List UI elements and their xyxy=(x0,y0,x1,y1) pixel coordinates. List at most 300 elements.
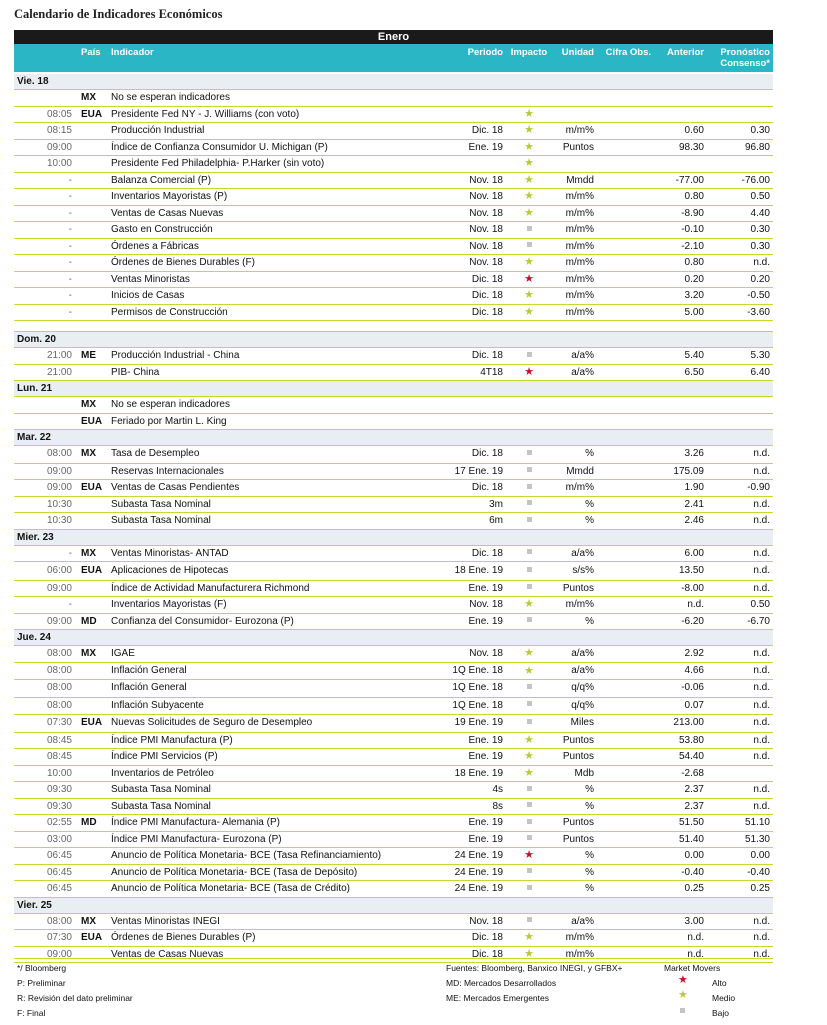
anterior-cell: 213.00 xyxy=(673,717,704,728)
anterior-cell: 98.30 xyxy=(678,141,704,153)
impact-cell xyxy=(514,881,544,896)
impact-cell xyxy=(514,930,544,945)
impact-cell xyxy=(514,546,544,561)
time-cell: 09:30 xyxy=(46,784,72,795)
time-cell: - xyxy=(68,547,72,559)
indicador-cell: Aplicaciones de Hipotecas xyxy=(111,565,229,576)
unidad-cell: m/m% xyxy=(565,125,594,136)
indicador-cell: Confianza del Consumidor- Eurozona (P) xyxy=(111,615,294,627)
footer-note: P: Preliminar xyxy=(17,978,66,988)
time-cell: 08:15 xyxy=(46,125,72,136)
impact-cell xyxy=(514,480,544,495)
impact-cell xyxy=(514,513,544,528)
periodo-cell: 4T18 xyxy=(480,366,503,378)
day-label: Jue. 24 xyxy=(17,632,51,643)
header-consenso: Consenso* xyxy=(720,58,770,69)
unidad-cell: q/q% xyxy=(571,682,594,693)
impact-cell xyxy=(514,255,544,270)
anterior-cell: -0.10 xyxy=(681,224,704,235)
indicador-cell: Órdenes de Bienes Durables (P) xyxy=(111,932,256,943)
impact-cell xyxy=(514,305,544,320)
indicador-cell: Ventas Minoristas INEGI xyxy=(111,915,220,927)
unidad-cell: Puntos xyxy=(562,751,594,762)
anterior-cell: 0.80 xyxy=(684,191,704,202)
periodo-cell: 19 Ene. 19 xyxy=(454,717,503,728)
star-medio-icon: ★ xyxy=(524,190,534,202)
indicador-cell: IGAE xyxy=(111,648,135,659)
table-row xyxy=(14,513,773,530)
time-cell: 08:00 xyxy=(46,448,72,459)
impact-cell xyxy=(514,646,544,661)
pais-cell: EUA xyxy=(81,717,103,728)
impact-cell xyxy=(514,749,544,764)
impact-cell xyxy=(514,140,544,155)
time-cell: 09:30 xyxy=(46,800,72,812)
star-medio-icon: ★ xyxy=(678,989,688,1001)
unidad-cell: m/m% xyxy=(565,224,594,235)
impact-cell xyxy=(514,173,544,188)
anterior-cell: 0.00 xyxy=(684,850,704,861)
square-bajo-icon xyxy=(527,719,532,724)
star-medio-icon: ★ xyxy=(524,157,534,169)
table-row xyxy=(14,123,773,140)
anterior-cell: 0.07 xyxy=(684,699,704,711)
day-section-header xyxy=(14,381,773,397)
square-bajo-icon xyxy=(527,549,532,554)
pronostico-cell: -0.90 xyxy=(747,482,770,493)
pronostico-cell: n.d. xyxy=(753,465,770,477)
day-label: Mar. 22 xyxy=(17,432,51,443)
anterior-cell: 2.37 xyxy=(684,800,704,812)
indicador-cell: Subasta Tasa Nominal xyxy=(111,784,211,795)
periodo-cell: 24 Ene. 19 xyxy=(454,866,503,878)
periodo-cell: 1Q Ene. 18 xyxy=(452,664,503,676)
periodo-cell: 1Q Ene. 18 xyxy=(452,682,503,693)
table-row xyxy=(14,239,773,256)
square-bajo-icon xyxy=(680,1006,685,1016)
pais-cell: MX xyxy=(81,399,96,410)
pronostico-cell: n.d. xyxy=(753,565,770,576)
indicador-cell: Balanza Comercial (P) xyxy=(111,174,212,186)
pais-cell: MX xyxy=(81,547,96,559)
table-row xyxy=(14,480,773,497)
impact-cell xyxy=(514,562,544,580)
impact-cell xyxy=(514,107,544,122)
footer xyxy=(14,958,773,1025)
table-row xyxy=(14,206,773,223)
unidad-cell: % xyxy=(585,883,594,894)
periodo-cell: Dic. 18 xyxy=(471,125,503,136)
star-alto-icon: ★ xyxy=(678,974,688,986)
time-cell: - xyxy=(68,240,72,252)
footer-fuentes: Fuentes: Bloomberg, Banxico INEGI, y GFBX+ xyxy=(446,963,623,973)
pronostico-cell: 0.25 xyxy=(750,883,770,894)
periodo-cell: 18 Ene. 19 xyxy=(454,767,503,779)
anterior-cell: 53.80 xyxy=(678,734,704,746)
time-cell: 06:45 xyxy=(46,866,72,878)
pronostico-cell: 5.30 xyxy=(750,350,770,361)
pronostico-cell: n.d. xyxy=(753,547,770,559)
unidad-cell: m/m% xyxy=(565,207,594,219)
anterior-cell: n.d. xyxy=(687,932,704,943)
indicador-cell: Ventas de Casas Nuevas xyxy=(111,207,224,219)
time-cell: - xyxy=(68,224,72,235)
periodo-cell: Nov. 18 xyxy=(469,224,503,235)
anterior-cell: 0.25 xyxy=(684,883,704,894)
pais-cell: MX xyxy=(81,448,96,459)
table-row xyxy=(14,749,773,766)
periodo-cell: Nov. 18 xyxy=(469,915,503,927)
day-section-header xyxy=(14,898,773,914)
indicador-cell: Presidente Fed NY - J. Williams (con voto) xyxy=(111,108,300,120)
time-cell: 08:00 xyxy=(46,664,72,676)
impact-cell xyxy=(514,848,544,863)
table-row xyxy=(14,663,773,681)
pronostico-cell: 0.20 xyxy=(750,273,770,285)
periodo-cell: Dic. 18 xyxy=(471,932,503,943)
indicador-cell: Subasta Tasa Nominal xyxy=(111,800,211,812)
indicador-cell: PIB- China xyxy=(111,366,160,378)
footer-md: MD: Mercados Desarrollados xyxy=(446,978,557,988)
pronostico-cell: 0.50 xyxy=(750,599,770,610)
pais-cell: EUA xyxy=(81,108,103,120)
square-bajo-icon xyxy=(527,584,532,589)
anterior-cell: 51.40 xyxy=(678,833,704,845)
anterior-cell: 1.90 xyxy=(684,482,704,493)
square-bajo-icon xyxy=(527,226,532,231)
periodo-cell: Nov. 18 xyxy=(469,174,503,186)
time-cell: 09:00 xyxy=(46,141,72,153)
footer-note: R: Revisión del dato preliminar xyxy=(17,993,133,1003)
anterior-cell: 5.40 xyxy=(684,350,704,361)
anterior-cell: 175.09 xyxy=(673,465,704,477)
indicador-cell: Nuevas Solicitudes de Seguro de Desempleo xyxy=(111,717,313,728)
periodo-cell: Dic. 18 xyxy=(471,306,503,318)
pais-cell: MX xyxy=(81,915,96,927)
table-row xyxy=(14,733,773,750)
square-bajo-icon xyxy=(527,242,532,247)
square-bajo-icon xyxy=(527,835,532,840)
footer-note: F: Final xyxy=(17,1008,46,1018)
indicador-cell: No se esperan indicadores xyxy=(111,399,230,410)
pronostico-cell: n.d. xyxy=(753,717,770,728)
day-label: Dom. 20 xyxy=(17,334,56,345)
table-row xyxy=(14,680,773,698)
pronostico-cell: 0.30 xyxy=(750,125,770,136)
anterior-cell: -0.40 xyxy=(681,866,704,878)
impact-cell xyxy=(514,464,544,479)
indicador-cell: Subasta Tasa Nominal xyxy=(111,498,211,510)
anterior-cell: 3.00 xyxy=(684,915,704,927)
indicador-cell: Órdenes de Bienes Durables (F) xyxy=(111,257,255,268)
day-section-header xyxy=(14,74,773,90)
impact-cell xyxy=(514,365,544,380)
star-alto-icon: ★ xyxy=(524,365,534,378)
indicador-cell: Índice PMI Manufactura- Eurozona (P) xyxy=(111,833,282,845)
anterior-cell: 5.00 xyxy=(684,306,704,318)
periodo-cell: Dic. 18 xyxy=(471,448,503,459)
table-row xyxy=(14,848,773,865)
indicador-cell: Presidente Fed Philadelphia- P.Harker (sin voto) xyxy=(111,158,325,169)
indicador-cell: No se esperan indicadores xyxy=(111,92,230,103)
day-section-header xyxy=(14,530,773,546)
table-row xyxy=(14,930,773,947)
periodo-cell: 24 Ene. 19 xyxy=(454,883,503,894)
header-periodo: Periodo xyxy=(467,47,503,58)
table-row xyxy=(14,597,773,614)
impact-cell xyxy=(514,597,544,612)
header-anterior: Anterior xyxy=(667,47,704,58)
time-cell: 10:30 xyxy=(46,515,72,526)
pais-cell: ME xyxy=(81,350,96,361)
table-row xyxy=(14,766,773,783)
time-cell: - xyxy=(68,273,72,285)
impact-cell xyxy=(514,782,544,797)
impact-cell xyxy=(514,206,544,221)
periodo-cell: 1Q Ene. 18 xyxy=(452,699,503,711)
periodo-cell: Dic. 18 xyxy=(471,350,503,361)
time-cell: 08:45 xyxy=(46,734,72,746)
pronostico-cell: 4.40 xyxy=(750,207,770,219)
periodo-cell: Ene. 19 xyxy=(468,141,503,153)
header-pais: País xyxy=(81,47,101,58)
indicador-cell: Inflación General xyxy=(111,682,187,693)
periodo-cell: Nov. 18 xyxy=(469,191,503,202)
table-row xyxy=(14,222,773,239)
impact-cell xyxy=(514,715,544,731)
unidad-cell: m/m% xyxy=(565,599,594,610)
periodo-cell: 24 Ene. 19 xyxy=(454,850,503,861)
pronostico-cell: -0.40 xyxy=(747,866,770,878)
pronostico-cell: -76.00 xyxy=(741,174,770,186)
market-movers-title: Market Movers xyxy=(664,963,721,973)
pais-cell: EUA xyxy=(81,482,103,493)
square-bajo-icon xyxy=(527,701,532,706)
star-medio-icon: ★ xyxy=(524,140,534,153)
time-cell: - xyxy=(68,599,72,610)
anterior-cell: 0.80 xyxy=(684,257,704,268)
star-medio-icon: ★ xyxy=(524,124,534,136)
header-indicador: Indicador xyxy=(111,47,154,58)
unidad-cell: m/m% xyxy=(565,306,594,318)
indicador-cell: Subasta Tasa Nominal xyxy=(111,515,211,526)
time-cell: 21:00 xyxy=(46,366,72,378)
pronostico-cell: n.d. xyxy=(753,932,770,943)
impact-cell xyxy=(514,663,544,680)
anterior-cell: 51.50 xyxy=(678,817,704,828)
unidad-cell: m/m% xyxy=(565,191,594,202)
unidad-cell: Miles xyxy=(570,717,594,728)
indicador-cell: Reservas Internacionales xyxy=(111,465,224,477)
pronostico-cell: 0.50 xyxy=(750,191,770,202)
indicador-cell: Ventas de Casas Pendientes xyxy=(111,482,240,493)
day-label: Vier. 25 xyxy=(17,899,52,911)
periodo-cell: 4s xyxy=(492,784,503,795)
pronostico-cell: -6.70 xyxy=(747,615,770,627)
unidad-cell: Puntos xyxy=(562,817,594,828)
anterior-cell: -8.90 xyxy=(681,207,704,219)
table-row xyxy=(14,698,773,716)
square-bajo-icon xyxy=(527,868,532,873)
unidad-cell: Puntos xyxy=(562,141,594,153)
time-cell: 07:30 xyxy=(46,717,72,728)
pronostico-cell: 0.00 xyxy=(750,850,770,861)
anterior-cell: 2.92 xyxy=(684,648,704,659)
periodo-cell: Dic. 18 xyxy=(471,290,503,301)
time-cell: 08:45 xyxy=(46,751,72,762)
unidad-cell: % xyxy=(585,615,594,627)
star-medio-icon: ★ xyxy=(524,750,534,762)
time-cell: 06:00 xyxy=(46,565,72,576)
unidad-cell: a/a% xyxy=(571,648,594,659)
table-row xyxy=(14,414,773,431)
pronostico-cell: n.d. xyxy=(753,648,770,659)
square-bajo-icon xyxy=(527,802,532,807)
star-medio-icon: ★ xyxy=(524,598,534,610)
unidad-cell: m/m% xyxy=(565,482,594,493)
indicador-cell: Feriado por Martin L. King xyxy=(111,415,227,427)
anterior-cell: -8.00 xyxy=(681,582,704,594)
square-bajo-icon xyxy=(527,450,532,455)
table-row xyxy=(14,497,773,514)
time-cell: 07:30 xyxy=(46,932,72,943)
pronostico-cell: 0.30 xyxy=(750,240,770,252)
star-medio-icon: ★ xyxy=(524,173,534,186)
indicador-cell: Anuncio de Política Monetaria- BCE (Tasa de Depósito) xyxy=(111,866,358,878)
star-medio-icon: ★ xyxy=(524,733,534,746)
indicador-cell: Producción Industrial - China xyxy=(111,350,240,361)
table-row xyxy=(14,614,773,631)
periodo-cell: 6m xyxy=(489,515,503,526)
impact-cell xyxy=(514,446,544,462)
pais-cell: MX xyxy=(81,648,96,659)
anterior-cell: 0.60 xyxy=(684,125,704,136)
day-label: Mier. 23 xyxy=(17,531,54,543)
pronostico-cell: n.d. xyxy=(753,257,770,268)
pronostico-cell: 6.40 xyxy=(750,366,770,378)
indicador-cell: Producción Industrial xyxy=(111,125,205,136)
time-cell: 10:30 xyxy=(46,498,72,510)
pais-cell: MX xyxy=(81,92,96,103)
star-medio-icon: ★ xyxy=(524,107,534,120)
table-row xyxy=(14,715,773,733)
unidad-cell: Puntos xyxy=(562,582,594,594)
impact-cell xyxy=(514,581,544,596)
indicador-cell: Ventas de Casas Nuevas xyxy=(111,948,224,960)
square-bajo-icon xyxy=(527,617,532,622)
periodo-cell: Ene. 19 xyxy=(468,615,503,627)
time-cell: 08:00 xyxy=(46,699,72,711)
indicador-cell: Anuncio de Política Monetaria- BCE (Tasa Refinanciamiento) xyxy=(111,850,382,861)
pronostico-cell: n.d. xyxy=(753,800,770,812)
impact-cell xyxy=(514,497,544,512)
time-cell: 09:00 xyxy=(46,482,72,493)
unidad-cell: Mdb xyxy=(574,767,594,779)
periodo-cell: Ene. 19 xyxy=(468,833,503,845)
periodo-cell: 3m xyxy=(489,498,503,510)
table-row xyxy=(14,832,773,849)
star-medio-icon: ★ xyxy=(524,947,534,960)
table-row xyxy=(14,914,773,931)
unidad-cell: % xyxy=(585,800,594,812)
anterior-cell: 2.41 xyxy=(684,498,704,510)
indicador-cell: Inicios de Casas xyxy=(111,290,185,301)
impact-cell xyxy=(514,189,544,204)
impact-cell xyxy=(514,733,544,748)
time-cell: 09:00 xyxy=(46,948,72,960)
anterior-cell: -2.68 xyxy=(681,767,704,779)
pronostico-cell: 0.30 xyxy=(750,224,770,235)
header-cifra: Cifra Obs. xyxy=(605,47,651,58)
square-bajo-icon xyxy=(527,684,532,689)
impact-cell xyxy=(514,288,544,303)
anterior-cell: 6.50 xyxy=(684,366,704,378)
table-row xyxy=(14,546,773,563)
periodo-cell: Nov. 18 xyxy=(469,599,503,610)
column-headers xyxy=(14,44,773,72)
periodo-cell: Dic. 18 xyxy=(471,948,503,960)
table-row xyxy=(14,107,773,124)
table-row xyxy=(14,464,773,481)
anterior-cell: 13.50 xyxy=(678,565,704,576)
table-body xyxy=(14,74,773,963)
time-cell: 03:00 xyxy=(46,833,72,845)
table-row xyxy=(14,782,773,799)
table-row xyxy=(14,815,773,832)
day-label: Lun. 21 xyxy=(17,383,53,394)
impact-cell xyxy=(514,815,544,830)
star-medio-icon: ★ xyxy=(524,931,534,943)
pais-cell: EUA xyxy=(81,565,103,576)
pronostico-cell: -0.50 xyxy=(747,290,770,301)
pronostico-cell: n.d. xyxy=(753,915,770,927)
square-bajo-icon xyxy=(527,517,532,522)
impact-cell xyxy=(514,766,544,781)
unidad-cell: q/q% xyxy=(571,699,594,711)
square-bajo-icon xyxy=(527,819,532,824)
section-spacer xyxy=(14,321,773,332)
periodo-cell: Dic. 18 xyxy=(471,547,503,559)
header-unidad: Unidad xyxy=(561,47,594,58)
indicador-cell: Índice de Actividad Manufacturera Richmond xyxy=(111,582,310,594)
anterior-cell: 54.40 xyxy=(678,751,704,762)
unidad-cell: a/a% xyxy=(571,350,594,361)
unidad-cell: Puntos xyxy=(562,833,594,845)
periodo-cell: Dic. 18 xyxy=(471,273,503,285)
table-row xyxy=(14,646,773,663)
unidad-cell: m/m% xyxy=(565,257,594,268)
table-row xyxy=(14,90,773,107)
square-bajo-icon xyxy=(527,467,532,472)
pronostico-cell: n.d. xyxy=(753,784,770,795)
star-medio-icon: ★ xyxy=(524,305,534,318)
square-bajo-icon xyxy=(527,567,532,572)
anterior-cell: -2.10 xyxy=(681,240,704,252)
day-section-header xyxy=(14,332,773,348)
periodo-cell: Nov. 18 xyxy=(469,240,503,252)
impact-cell xyxy=(514,799,544,814)
impact-cell xyxy=(514,239,544,254)
table-row xyxy=(14,881,773,898)
star-medio-icon: ★ xyxy=(524,289,534,301)
periodo-cell: Dic. 18 xyxy=(471,482,503,493)
anterior-cell: -0.06 xyxy=(681,682,704,693)
indicador-cell: Ventas Minoristas xyxy=(111,273,190,285)
star-medio-icon: ★ xyxy=(524,664,534,677)
unidad-cell: Mmdd xyxy=(566,174,594,186)
impact-cell xyxy=(514,222,544,237)
table-row xyxy=(14,581,773,598)
